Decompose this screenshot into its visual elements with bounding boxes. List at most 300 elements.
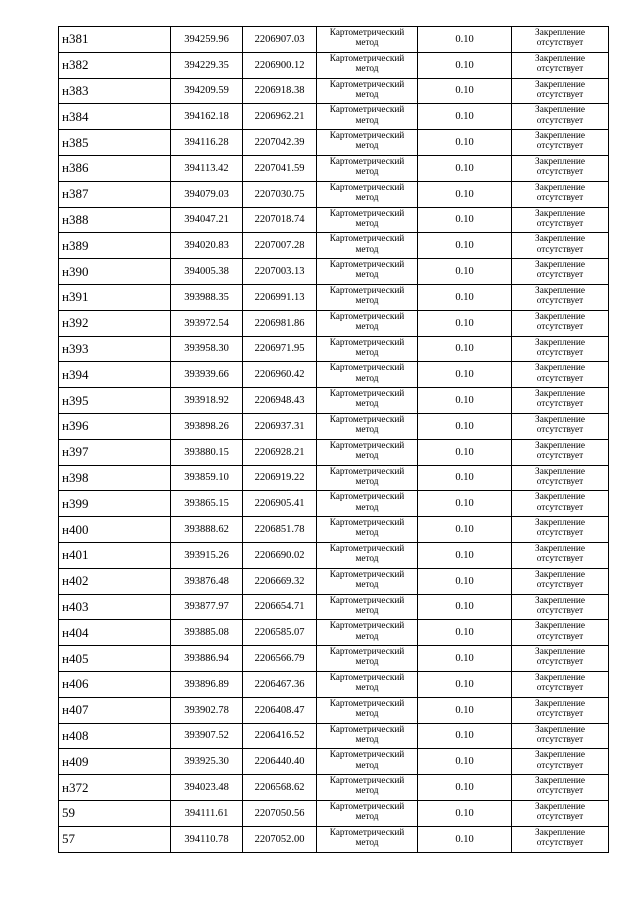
fixing-line-1: Закрепление [535, 801, 585, 812]
x-coordinate-cell: 393886.94 [171, 646, 243, 672]
y-coordinate-cell: 2206900.12 [243, 52, 317, 78]
method-line-1: Картометрический [329, 363, 405, 374]
point-name-cell: 57 [59, 826, 171, 852]
x-coordinate-cell: 394020.83 [171, 233, 243, 259]
method-cell [317, 697, 418, 723]
method-line-1: Картометрический [329, 492, 405, 503]
method-line-1: Картометрический [329, 79, 405, 90]
method-line-1: Картометрический [329, 156, 405, 167]
table-row [59, 78, 609, 104]
accuracy-cell: 0.10 [418, 233, 512, 259]
x-coordinate-cell: 393865.15 [171, 491, 243, 517]
method-cell [317, 284, 418, 310]
table-row [59, 671, 609, 697]
table-row [59, 439, 609, 465]
fixing-cell [512, 52, 609, 78]
fixing-line-2: отсутствует [536, 399, 584, 410]
fixing-line-2: отсутствует [536, 321, 584, 332]
fixing-line-1: Закрепление [535, 337, 585, 348]
method-cell [317, 388, 418, 414]
method-line-1: Картометрический [329, 440, 405, 451]
method-line-1: Картометрический [329, 801, 405, 812]
table-row [59, 413, 609, 439]
y-coordinate-cell: 2206654.71 [243, 594, 317, 620]
point-name-cell: н387 [59, 181, 171, 207]
method-cell [317, 775, 418, 801]
point-name-cell: н409 [59, 749, 171, 775]
point-name-cell: н401 [59, 542, 171, 568]
point-name-cell: н400 [59, 517, 171, 543]
table-row [59, 52, 609, 78]
accuracy-cell: 0.10 [418, 181, 512, 207]
fixing-cell [512, 439, 609, 465]
method-cell [317, 568, 418, 594]
fixing-cell [512, 723, 609, 749]
y-coordinate-cell: 2207052.00 [243, 826, 317, 852]
accuracy-cell: 0.10 [418, 775, 512, 801]
method-cell [317, 259, 418, 285]
table-row [59, 826, 609, 852]
fixing-cell [512, 646, 609, 672]
y-coordinate-cell: 2206971.95 [243, 336, 317, 362]
method-line-2: метод [355, 373, 379, 384]
point-name-cell: 59 [59, 800, 171, 826]
fixing-line-1: Закрепление [535, 156, 585, 167]
method-cell [317, 207, 418, 233]
table-row [59, 749, 609, 775]
method-cell [317, 542, 418, 568]
method-cell [317, 671, 418, 697]
fixing-line-2: отсутствует [536, 657, 584, 668]
x-coordinate-cell: 394111.61 [171, 800, 243, 826]
method-cell [317, 800, 418, 826]
fixing-line-1: Закрепление [535, 208, 585, 219]
method-cell [317, 439, 418, 465]
fixing-line-1: Закрепление [535, 776, 585, 787]
y-coordinate-cell: 2206440.40 [243, 749, 317, 775]
fixing-cell [512, 362, 609, 388]
fixing-line-2: отсутствует [536, 347, 584, 358]
table-row [59, 542, 609, 568]
method-line-2: метод [355, 450, 379, 461]
table-row [59, 284, 609, 310]
method-cell [317, 594, 418, 620]
y-coordinate-cell: 2206690.02 [243, 542, 317, 568]
table-row [59, 775, 609, 801]
method-line-1: Картометрический [329, 28, 405, 38]
fixing-cell [512, 413, 609, 439]
table-row [59, 465, 609, 491]
accuracy-cell: 0.10 [418, 362, 512, 388]
y-coordinate-cell: 2207003.13 [243, 259, 317, 285]
accuracy-cell: 0.10 [418, 284, 512, 310]
method-cell [317, 52, 418, 78]
accuracy-cell: 0.10 [418, 52, 512, 78]
method-line-1: Картометрический [329, 647, 405, 658]
fixing-cell [512, 78, 609, 104]
fixing-line-1: Закрепление [535, 621, 585, 632]
table-row [59, 568, 609, 594]
point-name-cell: н404 [59, 620, 171, 646]
method-cell [317, 362, 418, 388]
x-coordinate-cell: 393877.97 [171, 594, 243, 620]
accuracy-cell: 0.10 [418, 749, 512, 775]
fixing-line-2: отсутствует [536, 837, 584, 848]
method-line-2: метод [355, 218, 379, 229]
y-coordinate-cell: 2206851.78 [243, 517, 317, 543]
point-name-cell: н396 [59, 413, 171, 439]
y-coordinate-cell: 2206937.31 [243, 413, 317, 439]
x-coordinate-cell: 393958.30 [171, 336, 243, 362]
fixing-cell [512, 310, 609, 336]
coordinates-table-body [59, 27, 609, 853]
fixing-line-1: Закрепление [535, 363, 585, 374]
method-line-2: метод [355, 425, 379, 436]
method-line-1: Картометрический [329, 53, 405, 64]
method-line-1: Картометрический [329, 260, 405, 271]
fixing-line-1: Закрепление [535, 28, 585, 38]
x-coordinate-cell: 394005.38 [171, 259, 243, 285]
method-line-1: Картометрический [329, 414, 405, 425]
x-coordinate-cell: 393876.48 [171, 568, 243, 594]
fixing-line-1: Закрепление [535, 543, 585, 554]
method-cell [317, 491, 418, 517]
method-line-2: метод [355, 89, 379, 100]
table-row [59, 697, 609, 723]
fixing-line-1: Закрепление [535, 79, 585, 90]
method-cell [317, 155, 418, 181]
point-name-cell: н372 [59, 775, 171, 801]
method-cell [317, 749, 418, 775]
method-line-2: метод [355, 786, 379, 797]
method-line-2: метод [355, 476, 379, 487]
method-cell [317, 413, 418, 439]
table-row [59, 310, 609, 336]
point-name-cell: н381 [59, 27, 171, 53]
table-row [59, 646, 609, 672]
x-coordinate-cell: 394079.03 [171, 181, 243, 207]
fixing-line-2: отсутствует [536, 425, 584, 436]
point-name-cell: н398 [59, 465, 171, 491]
fixing-line-2: отсутствует [536, 554, 584, 565]
fixing-line-2: отсутствует [536, 244, 584, 255]
y-coordinate-cell: 2206948.43 [243, 388, 317, 414]
fixing-cell [512, 27, 609, 53]
fixing-cell [512, 388, 609, 414]
method-line-1: Картометрический [329, 827, 405, 838]
accuracy-cell: 0.10 [418, 465, 512, 491]
table-row [59, 130, 609, 156]
fixing-cell [512, 104, 609, 130]
method-line-2: метод [355, 321, 379, 332]
method-cell [317, 465, 418, 491]
method-line-2: метод [355, 812, 379, 823]
point-name-cell: н383 [59, 78, 171, 104]
fixing-line-2: отсутствует [536, 167, 584, 178]
accuracy-cell: 0.10 [418, 568, 512, 594]
accuracy-cell: 0.10 [418, 104, 512, 130]
fixing-line-2: отсутствует [536, 270, 584, 281]
method-line-1: Картометрический [329, 311, 405, 322]
method-line-2: метод [355, 502, 379, 513]
point-name-cell: н403 [59, 594, 171, 620]
x-coordinate-cell: 393972.54 [171, 310, 243, 336]
x-coordinate-cell: 393880.15 [171, 439, 243, 465]
fixing-cell [512, 542, 609, 568]
x-coordinate-cell: 393988.35 [171, 284, 243, 310]
fixing-line-2: отсутствует [536, 218, 584, 229]
method-line-1: Картометрический [329, 466, 405, 477]
point-name-cell: н388 [59, 207, 171, 233]
x-coordinate-cell: 393898.26 [171, 413, 243, 439]
accuracy-cell: 0.10 [418, 594, 512, 620]
fixing-line-2: отсутствует [536, 683, 584, 694]
method-line-2: метод [355, 528, 379, 539]
x-coordinate-cell: 393939.66 [171, 362, 243, 388]
accuracy-cell: 0.10 [418, 620, 512, 646]
fixing-line-1: Закрепление [535, 672, 585, 683]
y-coordinate-cell: 2207007.28 [243, 233, 317, 259]
method-line-1: Картометрический [329, 208, 405, 219]
table-row [59, 233, 609, 259]
x-coordinate-cell: 394047.21 [171, 207, 243, 233]
x-coordinate-cell: 394209.59 [171, 78, 243, 104]
method-cell [317, 517, 418, 543]
fixing-line-1: Закрепление [535, 724, 585, 735]
method-line-2: метод [355, 38, 379, 49]
table-row [59, 207, 609, 233]
y-coordinate-cell: 2206960.42 [243, 362, 317, 388]
method-cell [317, 826, 418, 852]
x-coordinate-cell: 393918.92 [171, 388, 243, 414]
y-coordinate-cell: 2207050.56 [243, 800, 317, 826]
fixing-line-2: отсутствует [536, 476, 584, 487]
x-coordinate-cell: 394113.42 [171, 155, 243, 181]
fixing-line-1: Закрепление [535, 492, 585, 503]
accuracy-cell: 0.10 [418, 491, 512, 517]
fixing-line-1: Закрепление [535, 105, 585, 116]
accuracy-cell: 0.10 [418, 310, 512, 336]
coordinates-table [58, 26, 609, 853]
method-cell [317, 723, 418, 749]
table-row [59, 362, 609, 388]
x-coordinate-cell: 394229.35 [171, 52, 243, 78]
y-coordinate-cell: 2206416.52 [243, 723, 317, 749]
method-line-1: Картометрический [329, 724, 405, 735]
y-coordinate-cell: 2206991.13 [243, 284, 317, 310]
method-line-1: Картометрический [329, 776, 405, 787]
method-line-1: Картометрический [329, 698, 405, 709]
fixing-line-2: отсутствует [536, 734, 584, 745]
y-coordinate-cell: 2206919.22 [243, 465, 317, 491]
accuracy-cell: 0.10 [418, 723, 512, 749]
x-coordinate-cell: 393888.62 [171, 517, 243, 543]
method-cell [317, 646, 418, 672]
method-line-2: метод [355, 347, 379, 358]
point-name-cell: н389 [59, 233, 171, 259]
fixing-line-1: Закрепление [535, 414, 585, 425]
x-coordinate-cell: 394116.28 [171, 130, 243, 156]
x-coordinate-cell: 393896.89 [171, 671, 243, 697]
fixing-cell [512, 233, 609, 259]
method-line-1: Картометрический [329, 337, 405, 348]
accuracy-cell: 0.10 [418, 697, 512, 723]
y-coordinate-cell: 2206962.21 [243, 104, 317, 130]
y-coordinate-cell: 2207030.75 [243, 181, 317, 207]
table-row [59, 27, 609, 53]
fixing-line-1: Закрепление [535, 647, 585, 658]
fixing-cell [512, 697, 609, 723]
fixing-cell [512, 517, 609, 543]
fixing-line-2: отсутствует [536, 89, 584, 100]
method-line-2: метод [355, 141, 379, 152]
fixing-cell [512, 284, 609, 310]
fixing-cell [512, 620, 609, 646]
y-coordinate-cell: 2206585.07 [243, 620, 317, 646]
fixing-cell [512, 491, 609, 517]
y-coordinate-cell: 2207018.74 [243, 207, 317, 233]
method-line-1: Картометрический [329, 543, 405, 554]
method-line-2: метод [355, 683, 379, 694]
method-cell [317, 310, 418, 336]
point-name-cell: н390 [59, 259, 171, 285]
point-name-cell: н386 [59, 155, 171, 181]
method-line-1: Картометрический [329, 750, 405, 761]
x-coordinate-cell: 394110.78 [171, 826, 243, 852]
x-coordinate-cell: 394162.18 [171, 104, 243, 130]
method-cell [317, 233, 418, 259]
fixing-line-2: отсутствует [536, 760, 584, 771]
method-cell [317, 620, 418, 646]
y-coordinate-cell: 2206408.47 [243, 697, 317, 723]
fixing-line-1: Закрепление [535, 53, 585, 64]
method-line-2: метод [355, 760, 379, 771]
accuracy-cell: 0.10 [418, 439, 512, 465]
y-coordinate-cell: 2206981.86 [243, 310, 317, 336]
fixing-line-1: Закрепление [535, 440, 585, 451]
method-line-2: метод [355, 167, 379, 178]
x-coordinate-cell: 393902.78 [171, 697, 243, 723]
accuracy-cell: 0.10 [418, 155, 512, 181]
fixing-line-2: отсутствует [536, 502, 584, 513]
method-line-1: Картометрический [329, 182, 405, 193]
point-name-cell: н405 [59, 646, 171, 672]
method-line-1: Картометрический [329, 131, 405, 142]
table-row [59, 491, 609, 517]
fixing-line-1: Закрепление [535, 389, 585, 400]
fixing-line-1: Закрепление [535, 182, 585, 193]
fixing-line-1: Закрепление [535, 518, 585, 529]
fixing-line-2: отсутствует [536, 528, 584, 539]
fixing-cell [512, 671, 609, 697]
method-line-2: метод [355, 296, 379, 307]
method-line-1: Картометрический [329, 285, 405, 296]
method-cell [317, 27, 418, 53]
method-line-2: метод [355, 192, 379, 203]
method-line-2: метод [355, 64, 379, 74]
method-cell [317, 78, 418, 104]
table-row [59, 800, 609, 826]
method-line-2: метод [355, 554, 379, 565]
fixing-line-2: отсутствует [536, 786, 584, 797]
table-row [59, 594, 609, 620]
accuracy-cell: 0.10 [418, 78, 512, 104]
method-line-2: метод [355, 708, 379, 719]
table-row [59, 259, 609, 285]
fixing-cell [512, 465, 609, 491]
accuracy-cell: 0.10 [418, 259, 512, 285]
fixing-line-2: отсутствует [536, 708, 584, 719]
fixing-cell [512, 749, 609, 775]
accuracy-cell: 0.10 [418, 27, 512, 53]
point-name-cell: н391 [59, 284, 171, 310]
fixing-line-2: отсутствует [536, 296, 584, 307]
y-coordinate-cell: 2206467.36 [243, 671, 317, 697]
method-line-2: метод [355, 631, 379, 642]
table-row [59, 620, 609, 646]
method-line-1: Картометрический [329, 595, 405, 606]
method-line-2: метод [355, 270, 379, 281]
fixing-line-2: отсутствует [536, 373, 584, 384]
point-name-cell: н394 [59, 362, 171, 388]
fixing-line-2: отсутствует [536, 450, 584, 461]
table-row [59, 155, 609, 181]
method-line-1: Картометрический [329, 672, 405, 683]
fixing-cell [512, 181, 609, 207]
method-line-2: метод [355, 579, 379, 590]
method-line-2: метод [355, 115, 379, 126]
point-name-cell: н397 [59, 439, 171, 465]
method-line-1: Картометрический [329, 234, 405, 245]
y-coordinate-cell: 2206669.32 [243, 568, 317, 594]
accuracy-cell: 0.10 [418, 130, 512, 156]
point-name-cell: н392 [59, 310, 171, 336]
fixing-cell [512, 259, 609, 285]
method-cell [317, 181, 418, 207]
fixing-line-2: отсутствует [536, 38, 584, 49]
accuracy-cell: 0.10 [418, 800, 512, 826]
method-line-1: Картометрический [329, 569, 405, 580]
accuracy-cell: 0.10 [418, 413, 512, 439]
method-cell [317, 336, 418, 362]
fixing-line-1: Закрепление [535, 131, 585, 142]
x-coordinate-cell: 393885.08 [171, 620, 243, 646]
y-coordinate-cell: 2207041.59 [243, 155, 317, 181]
point-name-cell: н393 [59, 336, 171, 362]
y-coordinate-cell: 2206918.38 [243, 78, 317, 104]
x-coordinate-cell: 393925.30 [171, 749, 243, 775]
table-row [59, 388, 609, 414]
fixing-line-2: отсутствует [536, 192, 584, 203]
method-line-1: Картометрический [329, 621, 405, 632]
point-name-cell: н382 [59, 52, 171, 78]
table-row [59, 336, 609, 362]
fixing-cell [512, 594, 609, 620]
accuracy-cell: 0.10 [418, 336, 512, 362]
method-line-2: метод [355, 657, 379, 668]
fixing-line-1: Закрепление [535, 260, 585, 271]
fixing-line-1: Закрепление [535, 234, 585, 245]
table-row [59, 517, 609, 543]
x-coordinate-cell: 393907.52 [171, 723, 243, 749]
method-cell [317, 104, 418, 130]
fixing-line-2: отсутствует [536, 115, 584, 126]
accuracy-cell: 0.10 [418, 517, 512, 543]
fixing-cell [512, 568, 609, 594]
point-name-cell: н402 [59, 568, 171, 594]
fixing-line-1: Закрепление [535, 827, 585, 838]
accuracy-cell: 0.10 [418, 646, 512, 672]
